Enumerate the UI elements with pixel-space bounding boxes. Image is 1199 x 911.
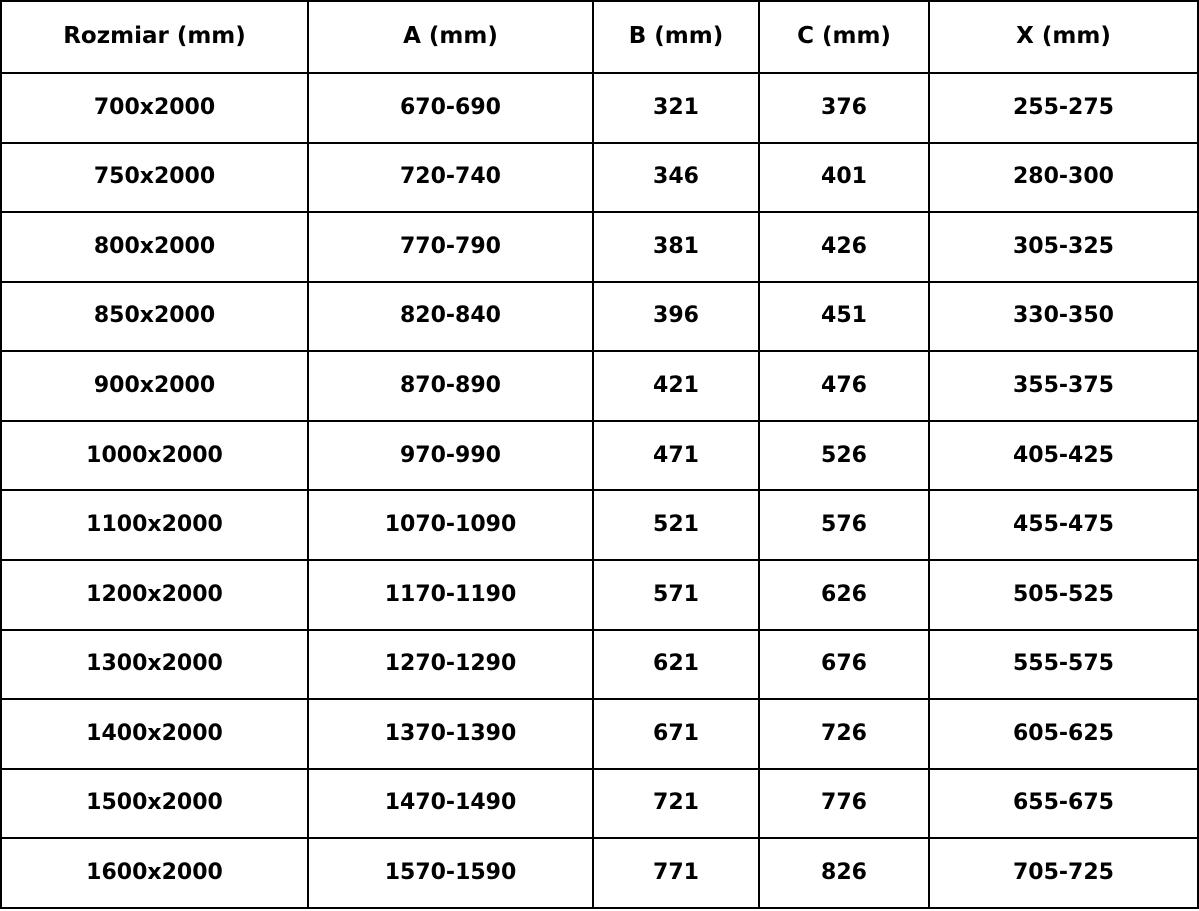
cell-a: 720-740 — [308, 143, 593, 213]
cell-c: 676 — [759, 630, 929, 700]
cell-rozmiar: 750x2000 — [1, 143, 308, 213]
cell-a: 1570-1590 — [308, 838, 593, 908]
cell-x: 255-275 — [929, 73, 1198, 143]
cell-b: 571 — [593, 560, 759, 630]
cell-rozmiar: 1400x2000 — [1, 699, 308, 769]
cell-rozmiar: 1600x2000 — [1, 838, 308, 908]
column-header-a: A (mm) — [308, 1, 593, 73]
cell-x: 705-725 — [929, 838, 1198, 908]
table-row — [1, 560, 1198, 630]
cell-x: 455-475 — [929, 490, 1198, 560]
cell-c: 526 — [759, 421, 929, 491]
column-header-b: B (mm) — [593, 1, 759, 73]
cell-x: 355-375 — [929, 351, 1198, 421]
column-header-c: C (mm) — [759, 1, 929, 73]
cell-c: 401 — [759, 143, 929, 213]
cell-c: 826 — [759, 838, 929, 908]
table-row — [1, 699, 1198, 769]
cell-x: 605-625 — [929, 699, 1198, 769]
cell-c: 576 — [759, 490, 929, 560]
cell-rozmiar: 1300x2000 — [1, 630, 308, 700]
cell-b: 471 — [593, 421, 759, 491]
table-row — [1, 351, 1198, 421]
cell-a: 670-690 — [308, 73, 593, 143]
cell-x: 405-425 — [929, 421, 1198, 491]
cell-rozmiar: 1500x2000 — [1, 769, 308, 839]
table-row — [1, 421, 1198, 491]
table-header-row — [1, 1, 1198, 73]
cell-c: 626 — [759, 560, 929, 630]
cell-c: 476 — [759, 351, 929, 421]
table-row — [1, 490, 1198, 560]
table-row — [1, 769, 1198, 839]
cell-rozmiar: 700x2000 — [1, 73, 308, 143]
table-row — [1, 212, 1198, 282]
cell-rozmiar: 900x2000 — [1, 351, 308, 421]
cell-c: 426 — [759, 212, 929, 282]
column-header-rozmiar: Rozmiar (mm) — [1, 1, 308, 73]
cell-a: 1470-1490 — [308, 769, 593, 839]
table-row — [1, 73, 1198, 143]
cell-rozmiar: 1000x2000 — [1, 421, 308, 491]
cell-rozmiar: 800x2000 — [1, 212, 308, 282]
cell-x: 280-300 — [929, 143, 1198, 213]
column-header-x: X (mm) — [929, 1, 1198, 73]
cell-x: 330-350 — [929, 282, 1198, 352]
cell-b: 621 — [593, 630, 759, 700]
cell-b: 396 — [593, 282, 759, 352]
cell-b: 521 — [593, 490, 759, 560]
cell-c: 776 — [759, 769, 929, 839]
cell-rozmiar: 1100x2000 — [1, 490, 308, 560]
cell-a: 870-890 — [308, 351, 593, 421]
cell-a: 1070-1090 — [308, 490, 593, 560]
cell-a: 820-840 — [308, 282, 593, 352]
cell-a: 1170-1190 — [308, 560, 593, 630]
cell-b: 771 — [593, 838, 759, 908]
cell-rozmiar: 850x2000 — [1, 282, 308, 352]
table-row — [1, 838, 1198, 908]
cell-a: 770-790 — [308, 212, 593, 282]
cell-x: 655-675 — [929, 769, 1198, 839]
table-row — [1, 143, 1198, 213]
cell-x: 505-525 — [929, 560, 1198, 630]
cell-a: 1270-1290 — [308, 630, 593, 700]
table-row — [1, 630, 1198, 700]
cell-c: 451 — [759, 282, 929, 352]
cell-b: 421 — [593, 351, 759, 421]
cell-x: 555-575 — [929, 630, 1198, 700]
cell-a: 1370-1390 — [308, 699, 593, 769]
cell-b: 721 — [593, 769, 759, 839]
table-row — [1, 282, 1198, 352]
cell-x: 305-325 — [929, 212, 1198, 282]
cell-c: 726 — [759, 699, 929, 769]
cell-rozmiar: 1200x2000 — [1, 560, 308, 630]
cell-b: 321 — [593, 73, 759, 143]
cell-a: 970-990 — [308, 421, 593, 491]
cell-b: 346 — [593, 143, 759, 213]
cell-c: 376 — [759, 73, 929, 143]
cell-b: 381 — [593, 212, 759, 282]
cell-b: 671 — [593, 699, 759, 769]
